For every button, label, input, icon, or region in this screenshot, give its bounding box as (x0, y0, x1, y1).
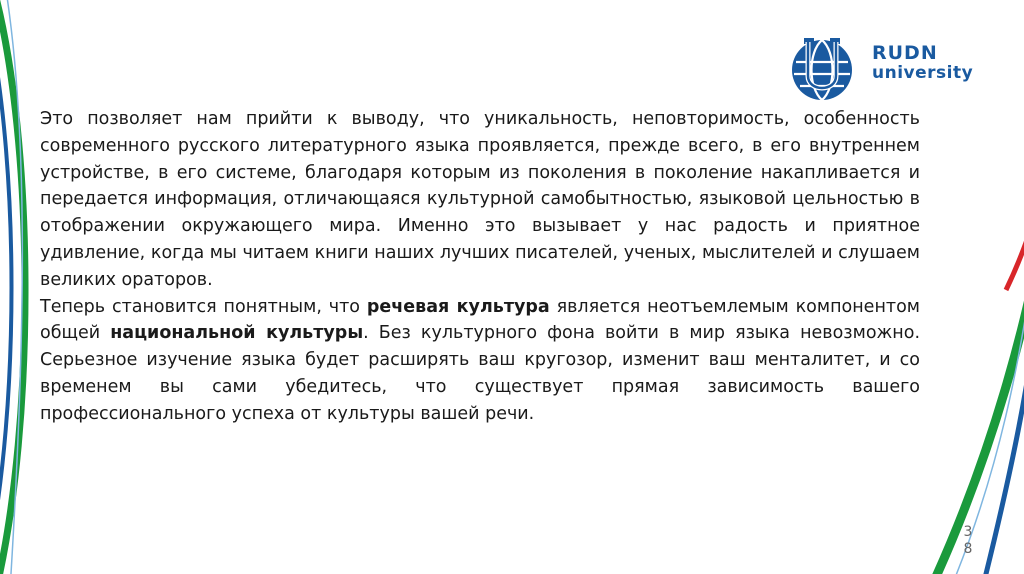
page-number (961, 524, 975, 558)
logo-line-1: RUDN (872, 42, 938, 64)
main-text (40, 106, 920, 428)
bold-term-speech-culture: речевая культура (366, 296, 550, 317)
bold-term-national-culture: национальной культуры (110, 323, 364, 344)
logo-line-2: university (872, 63, 974, 83)
right-red-curve (1006, 160, 1024, 290)
logo-wordmark (872, 44, 973, 82)
page-number-digit-2: 8 (963, 541, 973, 557)
paragraph-2-part-3: . Без культурного фона войти в мир языка невозможно. Серьезное изучение языка будет расширять ваш кругозор, изменит ваш менталитет, и со временем вы сами убедитесь, что существует прямая зависимость вашего профессионального успеха от культуры вашей речи. (40, 323, 921, 424)
paragraph-2-part-2: является неотъемлемым компонентом общей (40, 296, 920, 344)
left-blue-curve (0, 30, 12, 560)
paragraph-2 (40, 294, 920, 428)
paragraph-2-part-1: Теперь становится понятным, что (40, 296, 367, 317)
paragraph-1: Это позволяет нам прийти к выводу, что уникальность, неповторимость, особенность современного русского литературного языка проявляется, прежде всего, в его внутреннем устройстве, в его системе, благодаря которым из поколения в поколение накапливается и передается информация, отличающаяся культурной самобытностью, языковой цельностью в отображении окружающего мира. Именно это вызывает у нас радость и приятное удивление, когда мы читаем книги наших лучших писателей, ученых, мыслителей и слушаем великих ораторов. (40, 109, 920, 290)
page-number-digit-1: 3 (963, 524, 973, 540)
